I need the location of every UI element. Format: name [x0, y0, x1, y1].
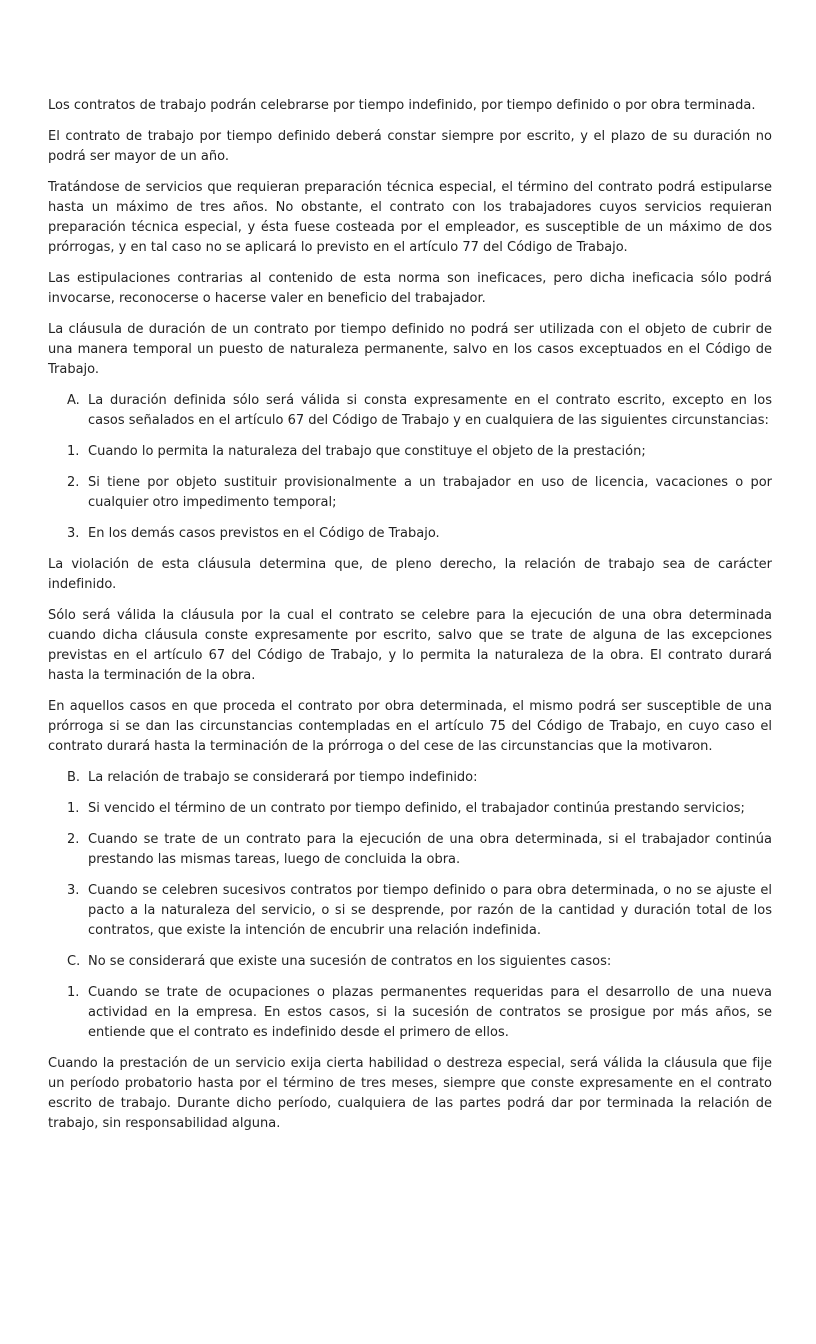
paragraph: Los contratos de trabajo podrán celebrarse por tiempo indefinido, por tiempo definido o por obra terminada.	[48, 98, 756, 113]
list-item-text: La relación de trabajo se considerará por tiempo indefinido:	[88, 770, 478, 785]
paragraph: El contrato de trabajo por tiempo definido deberá constar siempre por escrito, y el plazo de su duración no podrá ser mayor de un año.	[48, 129, 772, 164]
list-item	[48, 830, 772, 870]
list-item	[48, 768, 772, 788]
paragraph: Las estipulaciones contrarias al contenido de esta norma son ineficaces, pero dicha ineficacia sólo podrá invocarse, reconocerse o hacerse valer en beneficio del trabajador.	[48, 271, 772, 306]
list-item-text: Cuando se celebren sucesivos contratos por tiempo definido o para obra determinada, o no se ajuste el pacto a la naturaleza del servicio, o si se desprende, por razón de la cantidad y duración total de los contratos, que existe la intención de encubrir una relación indefinida.	[88, 883, 772, 938]
list-item	[48, 442, 772, 462]
list-marker: 1.	[67, 444, 80, 459]
list-item	[48, 952, 772, 972]
list-marker: 1.	[67, 801, 80, 816]
list-item	[48, 473, 772, 513]
paragraph: Sólo será válida la cláusula por la cual el contrato se celebre para la ejecución de una obra determinada cuando dicha cláusula conste expresamente por escrito, salvo que se trate de alguna de las excepciones previstas en el artículo 67 del Código de Trabajo, y lo permita la naturaleza de la obra. El contrato durará hasta la terminación de la obra.	[48, 608, 772, 683]
paragraph: En aquellos casos en que proceda el contrato por obra determinada, el mismo podrá ser susceptible de una prórroga si se dan las circunstancias contempladas en el artículo 75 del Código de Trabajo, en cuyo caso el contrato durará hasta la terminación de la prórroga o del cese de las circunstancias que la motivaron.	[48, 699, 772, 754]
list-item	[48, 983, 772, 1043]
list-item-text: Si vencido el término de un contrato por tiempo definido, el trabajador continúa prestando servicios;	[88, 801, 745, 816]
paragraph: Tratándose de servicios que requieran preparación técnica especial, el término del contrato podrá estipularse hasta un máximo de tres años. No obstante, el contrato con los trabajadores cuyos servicios requieran preparación técnica especial, y ésta fuese costeada por el empleador, es susceptible de un máximo de dos prórrogas, y en tal caso no se aplicará lo previsto en el artículo 77 del Código de Trabajo.	[48, 180, 772, 255]
list-marker: 2.	[67, 475, 80, 490]
list-item-text: Cuando se trate de ocupaciones o plazas permanentes requeridas para el desarrollo de una nueva actividad en la empresa. En estos casos, si la sucesión de contratos se prosigue por más años, se entiende que el contrato es indefinido desde el primero de ellos.	[88, 985, 772, 1040]
list-marker: C.	[67, 954, 81, 969]
paragraph: La cláusula de duración de un contrato por tiempo definido no podrá ser utilizada con el objeto de cubrir de una manera temporal un puesto de naturaleza permanente, salvo en los casos exceptuados en el Código de Trabajo.	[48, 322, 772, 377]
list-item-text: Cuando lo permita la naturaleza del trabajo que constituye el objeto de la prestación;	[88, 444, 646, 459]
list-item	[48, 799, 772, 819]
list-item-text: Si tiene por objeto sustituir provisionalmente a un trabajador en uso de licencia, vacaciones o por cualquier otro impedimento temporal;	[88, 475, 772, 510]
list-marker: 1.	[67, 985, 80, 1000]
list-marker: B.	[67, 770, 81, 785]
list-marker: 2.	[67, 832, 80, 847]
list-item-text: No se considerará que existe una sucesión de contratos en los siguientes casos:	[88, 954, 612, 969]
list-item	[48, 524, 772, 544]
list-marker: 3.	[67, 883, 80, 898]
list-item	[48, 391, 772, 431]
list-marker: A.	[67, 393, 80, 408]
paragraph: La violación de esta cláusula determina que, de pleno derecho, la relación de trabajo sea de carácter indefinido.	[48, 557, 772, 592]
list-marker: 3.	[67, 526, 80, 541]
paragraph: Cuando la prestación de un servicio exija cierta habilidad o destreza especial, será válida la cláusula que fije un período probatorio hasta por el término de tres meses, siempre que conste expresamente en el contrato escrito de trabajo. Durante dicho período, cualquiera de las partes podrá dar por terminada la relación de trabajo, sin responsabilidad alguna.	[48, 1056, 772, 1131]
list-item-text: Cuando se trate de un contrato para la ejecución de una obra determinada, si el trabajador continúa prestando las mismas tareas, luego de concluida la obra.	[88, 832, 772, 867]
document-body	[48, 96, 772, 1145]
list-item-text: La duración definida sólo será válida si consta expresamente en el contrato escrito, excepto en los casos señalados en el artículo 67 del Código de Trabajo y en cualquiera de las siguientes circunstancias:	[88, 393, 772, 428]
list-item	[48, 881, 772, 941]
list-item-text: En los demás casos previstos en el Código de Trabajo.	[88, 526, 440, 541]
